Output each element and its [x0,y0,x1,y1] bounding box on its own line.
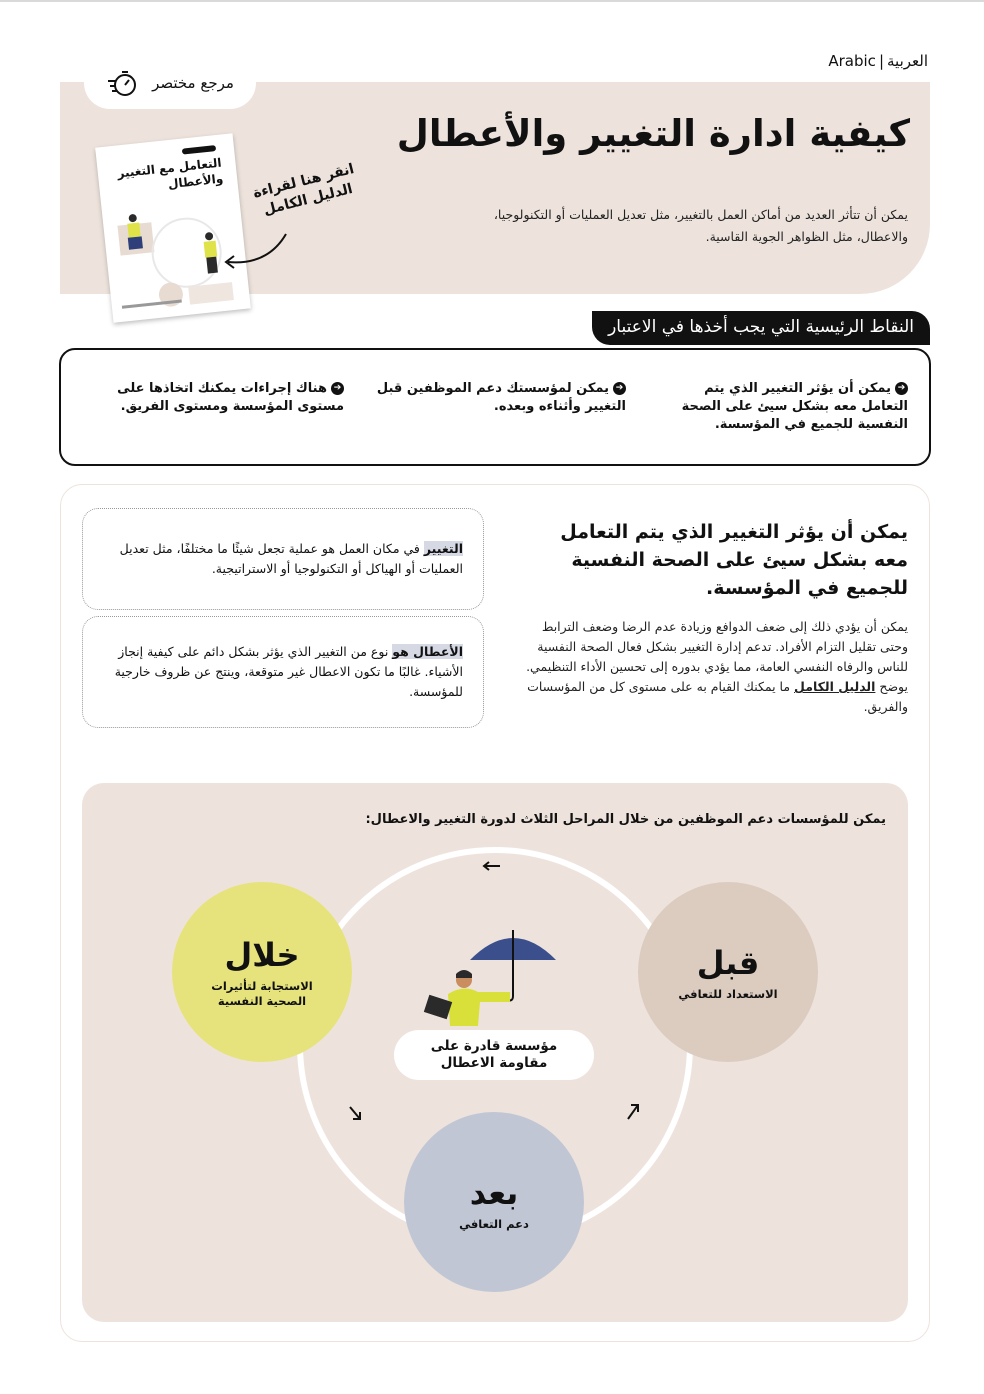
definition-disruption [82,616,484,728]
stage-after [404,1112,584,1292]
section-paragraph [520,617,908,717]
page-title: كيفية ادارة التغيير والأعطال [396,112,910,155]
definition-term: الأعطال هو [392,644,463,659]
language-arabic: العربية [887,52,928,70]
key-point-3 [104,380,344,416]
stage-title: خلال [224,936,300,974]
stage-subtitle: دعم التعافي [459,1216,529,1231]
stage-before [638,882,818,1062]
quick-reference-badge [84,57,256,109]
read-full-guide-link[interactable]: انقر هنا لقراءة الدليل الكامل [251,161,356,219]
paragraph-text-end: ما يمكنك القيام به على مستوى كل من المؤسسات والفريق. [527,679,908,714]
umbrella-figure-illustration [418,922,558,1032]
stopwatch-icon [106,68,140,98]
definition-text: نوع من التغيير الذي يؤثر بشكل دائم على كيفية إنجاز الأشياء. غالبًا ما تكون الاعطال غير متوقعة، وينتج عن ظروف خارجية للمؤسسة. [114,644,463,699]
cycle-arrow-right [628,1105,638,1119]
resilient-organisation-label [394,1030,594,1080]
cover-title: التعامل مع التغيير والأعطال [116,155,224,192]
section-heading: يمكن أن يؤثر التغيير الذي يتم التعامل معه بشكل سيئ على الصحة النفسية للجميع في المؤسسة. [560,521,908,599]
key-point-2 [376,380,626,416]
cycle-heading: يمكن للمؤسسات دعم الموظفين من خلال المراحل الثلاث لدورة التغيير والاعطال: [365,812,886,827]
key-point-text: هناك إجراءات يمكنك اتخاذها على مستوى المؤسسة ومستوى الفريق. [117,381,344,414]
arrow-circle-icon: ➔ [613,382,626,395]
arrow-circle-icon: ➔ [895,382,908,395]
definition-term: التغيير [423,541,463,556]
language-english: Arabic [828,52,876,70]
stage-subtitle: الاستعداد للتعافي [678,986,778,1001]
key-point-1 [658,380,908,434]
stage-during [172,882,352,1062]
stage-subtitle: الاستجابة لتأثيرات الصحية النفسية [211,979,313,1008]
cycle-arrow-left [350,1107,360,1119]
stage-title: بعد [469,1173,519,1212]
badge-label: مرجع مختصر [152,74,234,92]
language-indicator[interactable] [828,52,928,70]
curved-arrow-icon [220,228,290,272]
stage-title: قبل [696,943,760,982]
arrow-circle-icon: ➔ [331,382,344,395]
language-separator: | [878,52,884,70]
center-label-text: مؤسسة قادرة على مقاومة الاعطال [430,1038,558,1071]
paragraph-text: يمكن أن يؤدي ذلك إلى ضعف الدوافع وزيادة عدم الرضا وضعف الترابط وحتى تقليل التزام الأفراد. تدعم إدارة التغيير بشكل فعال الصحة النفسية للناس والرفاه النفسي العامة، مما يؤدي بدوره إلى تحسين الأداء التنظيمي. يوضح [526,619,908,694]
key-points-title: النقاط الرئيسية التي يجب أخذها في الاعتبار [592,311,930,345]
cover-tag [182,145,216,155]
intro-text: يمكن أن تتأثر العديد من أماكن العمل بالتغيير، مثل تعديل العمليات أو التكنولوجيا، والاعطال، مثل الظواهر الجوية القاسية. [493,207,908,244]
definition-change [82,508,484,610]
full-guide-link[interactable]: الدليل الكامل [794,679,876,694]
cycle-arrow-top [484,862,500,870]
key-point-text: يمكن لمؤسستك دعم الموظفين قبل التغيير وأثناءه وبعده. [376,381,626,414]
definition-text: في مكان العمل هو عملية تجعل شيئًا ما مختلفًا، مثل تعديل العمليات أو الهياكل أو التكنولوجيا أو الاستراتيجية. [119,541,463,576]
key-point-text: يمكن أن يؤثر التغيير الذي يتم التعامل معه بشكل سيئ على الصحة النفسية للجميع في المؤسسة. [681,381,908,432]
top-divider [0,0,984,2]
